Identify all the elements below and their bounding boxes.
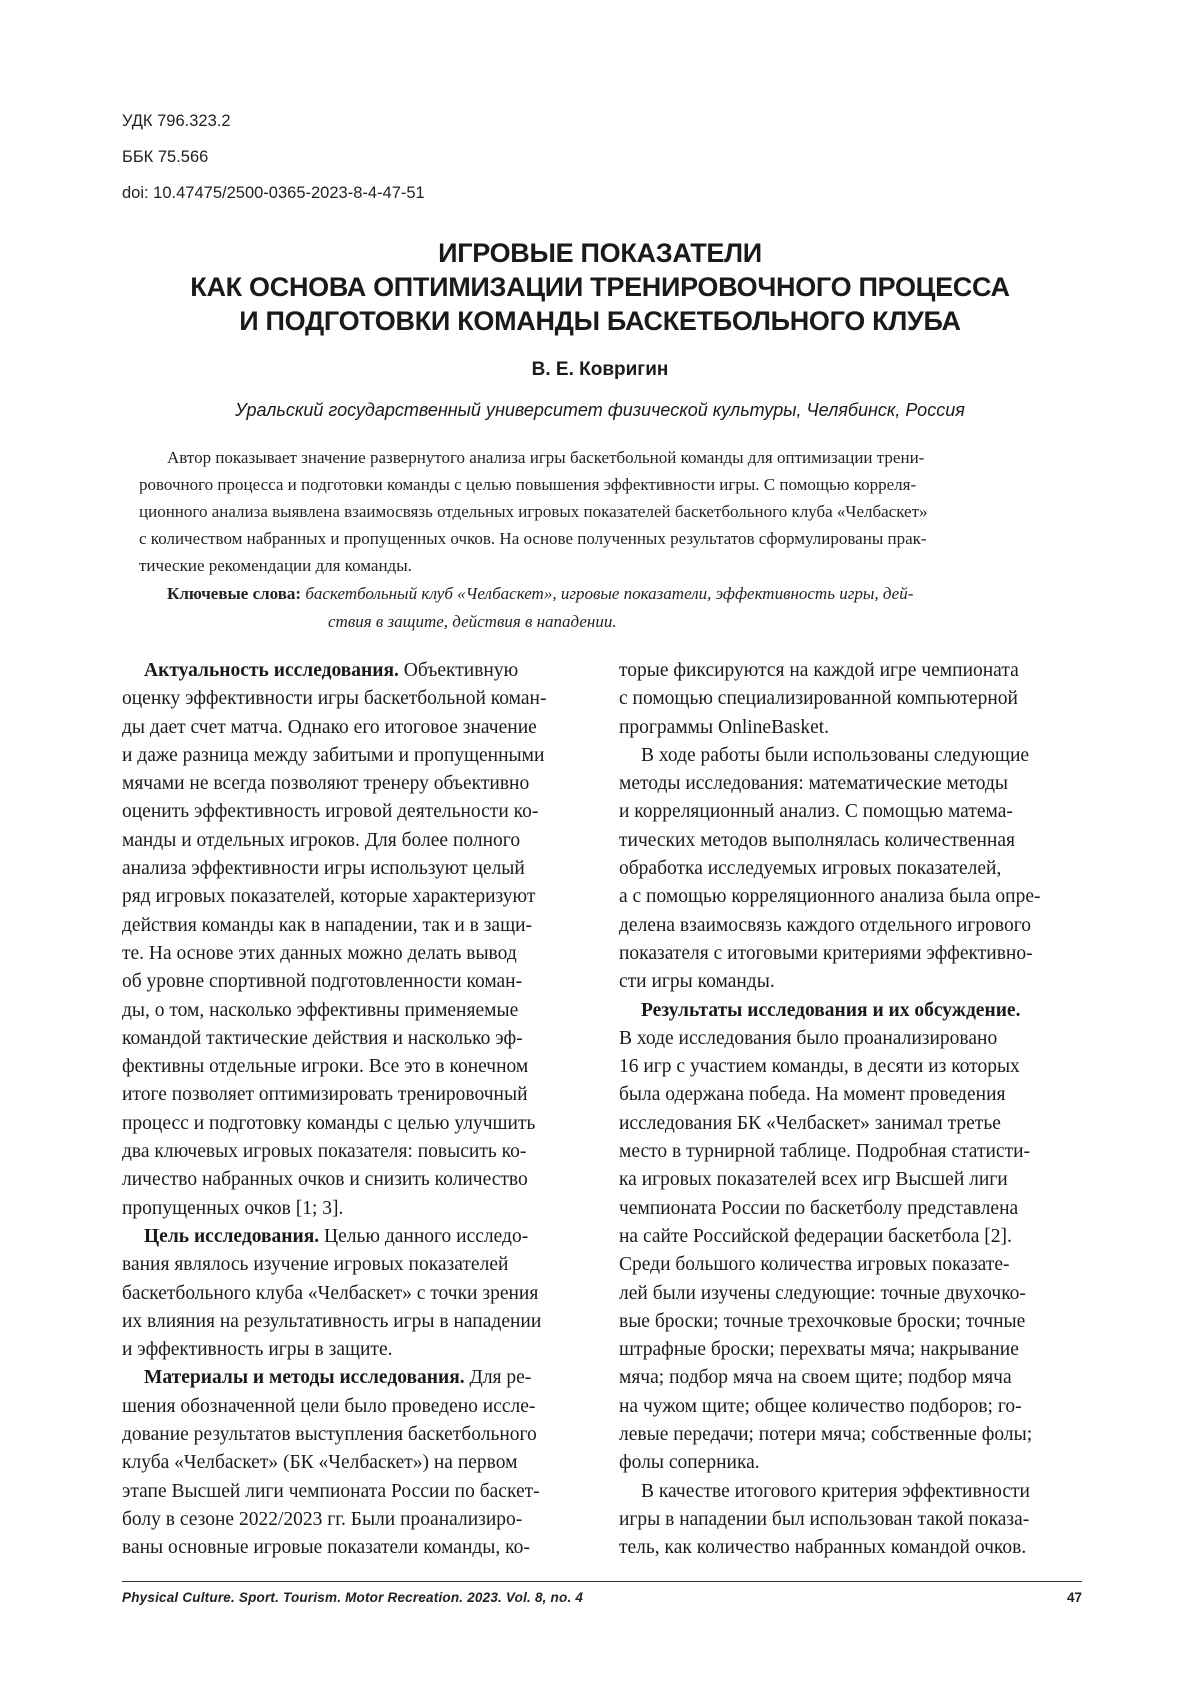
keywords-line-2: ствия в защите, действия в нападении. [139,608,1061,636]
text-line: фолы соперника. [619,1449,1081,1477]
text-line: ка игровых показателей всех игр Высшей лиги [619,1166,1081,1194]
text-line: исследования БК «Челбаскет» занимал третье [619,1110,1081,1138]
abstract-line: Автор показывает значение развернутого анализа игры баскетбольной команды для оптимизации трени- [139,444,1061,471]
text-line: а с помощью корреляционного анализа была опре- [619,883,1081,911]
text-line: баскетбольного клуба «Челбаскет» с точки зрения [122,1280,584,1308]
text-line: клуба «Челбаскет» (БК «Челбаскет») на первом [122,1449,584,1477]
keywords-line-1 [139,580,1061,608]
abstract [139,444,1061,579]
text-line: на чужом щите; общее количество подборов; го- [619,1393,1081,1421]
text-line: игры в нападении был использован такой показа- [619,1506,1081,1534]
text-line: ды, о том, насколько эффективны применяемые [122,997,584,1025]
keywords-label: Ключевые слова: [167,584,301,603]
text-line: ряд игровых показателей, которые характеризуют [122,883,584,911]
section-heading-methods: Материалы и методы исследования. [144,1367,465,1388]
paragraph-methods-detail [619,742,1081,997]
text-line: два ключевых игровых показателя: повысить ко- [122,1138,584,1166]
text-line: место в турнирной таблице. Подробная статисти- [619,1138,1081,1166]
text-line: фективны отдельные игроки. Все это в конечном [122,1053,584,1081]
text-line: В качестве итогового критерия эффективности [619,1478,1081,1506]
text-line: сти игры команды. [619,968,1081,996]
text-line: вания являлось изучение игровых показателей [122,1251,584,1279]
text-line: тель, как количество набранных командой очков. [619,1534,1081,1562]
abstract-line: ровочного процесса и подготовки команды с целью повышения эффективности игры. С помощью корреля- [139,471,1061,498]
paragraph-relevance [122,685,584,1223]
abstract-line: тические рекомендации для команды. [139,552,1061,579]
title-line-1: ИГРОВЫЕ ПОКАЗАТЕЛИ [100,236,1100,270]
text-line: болу в сезоне 2022/2023 гг. Были проанализиро- [122,1506,584,1534]
bbk-code: ББК 75.566 [122,148,208,167]
title-line-3: И ПОДГОТОВКИ КОМАНДЫ БАСКЕТБОЛЬНОГО КЛУБА [100,304,1100,338]
udk-code: УДК 796.323.2 [122,112,231,131]
text-line: торые фиксируются на каждой игре чемпионата [619,657,1081,685]
paragraph-first-line: Актуальность исследования. Объективную [122,657,584,685]
text-line: левые передачи; потери мяча; собственные фолы; [619,1421,1081,1449]
section-heading-relevance: Актуальность исследования. [144,660,399,681]
keywords-text: баскетбольный клуб «Челбаскет», игровые показатели, эффективность игры, дей- [301,584,913,603]
text-line: мячами не всегда позволяют тренеру объективно [122,770,584,798]
text-line: и даже разница между забитыми и пропущенными [122,742,584,770]
text-line: вые броски; точные трехочковые броски; точные [619,1308,1081,1336]
text-line: 16 игр с участием команды, в десяти из которых [619,1053,1081,1081]
section-heading-goal: Цель исследования. [144,1226,319,1247]
text-line: оценить эффективность игровой деятельности ко- [122,798,584,826]
text-line: действия команды как в нападении, так и в защи- [122,912,584,940]
text-line: анализа эффективности игры используют целый [122,855,584,883]
paragraph-first-line: Цель исследования. Целью данного исследо- [122,1223,584,1251]
text-line: ды дает счет матча. Однако его итоговое значение [122,714,584,742]
paragraph-goal [122,1251,584,1364]
text-line: манды и отдельных игроков. Для более полного [122,827,584,855]
paragraph-results [619,1025,1081,1478]
text-line: В ходе работы были использованы следующие [619,742,1081,770]
text-line: об уровне спортивной подготовленности коман- [122,968,584,996]
text-line: те. На основе этих данных можно делать вывод [122,940,584,968]
text-line: командой тактические действия и насколько эф- [122,1025,584,1053]
text-line: делена взаимосвязь каждого отдельного игрового [619,912,1081,940]
paragraph-criteria [619,1478,1081,1563]
text-line: шения обозначенной цели было проведено иссле- [122,1393,584,1421]
abstract-line: с количеством набранных и пропущенных очков. На основе полученных результатов сформулированы прак- [139,525,1061,552]
text-line: методы исследования: математические методы [619,770,1081,798]
text-line: личество набранных очков и снизить количество [122,1166,584,1194]
text-line: и корреляционный анализ. С помощью матема- [619,798,1081,826]
paragraph-methods [122,1393,584,1563]
text-line: была одержана победа. На момент проведения [619,1081,1081,1109]
keywords [139,580,1061,636]
left-column [122,657,584,1563]
journal-citation: Physical Culture. Sport. Tourism. Motor Recreation. 2023. Vol. 8, no. 4 [122,1590,583,1605]
text-line: дование результатов выступления баскетбольного [122,1421,584,1449]
text-line: итоге позволяет оптимизировать тренировочный [122,1081,584,1109]
section-heading-results: Результаты исследования и их обсуждение. [619,997,1081,1025]
text-line: оценку эффективности игры баскетбольной коман- [122,685,584,713]
abstract-line: ционного анализа выявлена взаимосвязь отдельных игровых показателей баскетбольного клуба «Челбаскет» [139,498,1061,525]
paragraph-continuation [619,657,1081,742]
text-line: пропущенных очков [1; 3]. [122,1195,584,1223]
author: В. Е. Ковригин [0,359,1200,381]
affiliation: Уральский государственный университет физической культуры, Челябинск, Россия [0,400,1200,421]
doi: doi: 10.47475/2500-0365-2023-8-4-47-51 [122,184,425,203]
text-line: тических методов выполнялась количественная [619,827,1081,855]
text-line: программы OnlineBasket. [619,714,1081,742]
text-line: ваны основные игровые показатели команды, ко- [122,1534,584,1562]
text-line: мяча; подбор мяча на своем щите; подбор мяча [619,1364,1081,1392]
text-line: Среди большого количества игровых показате- [619,1251,1081,1279]
text-line: показателя с итоговыми критериями эффективно- [619,940,1081,968]
text-line: этапе Высшей лиги чемпионата России по баскет- [122,1478,584,1506]
article-title [100,236,1100,338]
text-line: на сайте Российской федерации баскетбола [2]. [619,1223,1081,1251]
text-line: обработка исследуемых игровых показателей, [619,855,1081,883]
page-number: 47 [1067,1590,1082,1605]
text-line: их влияния на результативность игры в нападении [122,1308,584,1336]
footer-divider [122,1581,1082,1582]
text-line: лей были изучены следующие: точные двухочко- [619,1280,1081,1308]
title-line-2: КАК ОСНОВА ОПТИМИЗАЦИИ ТРЕНИРОВОЧНОГО ПРОЦЕССА [100,270,1100,304]
text-line: с помощью специализированной компьютерной [619,685,1081,713]
article-page [0,0,1200,1697]
text-line: В ходе исследования было проанализировано [619,1025,1081,1053]
paragraph-first-line: Материалы и методы исследования. Для ре- [122,1364,584,1392]
right-column [619,657,1081,1563]
text-line: чемпионата России по баскетболу представлена [619,1195,1081,1223]
text-line: штрафные броски; перехваты мяча; накрывание [619,1336,1081,1364]
text-line: процесс и подготовку команды с целью улучшить [122,1110,584,1138]
text-line: и эффективность игры в защите. [122,1336,584,1364]
